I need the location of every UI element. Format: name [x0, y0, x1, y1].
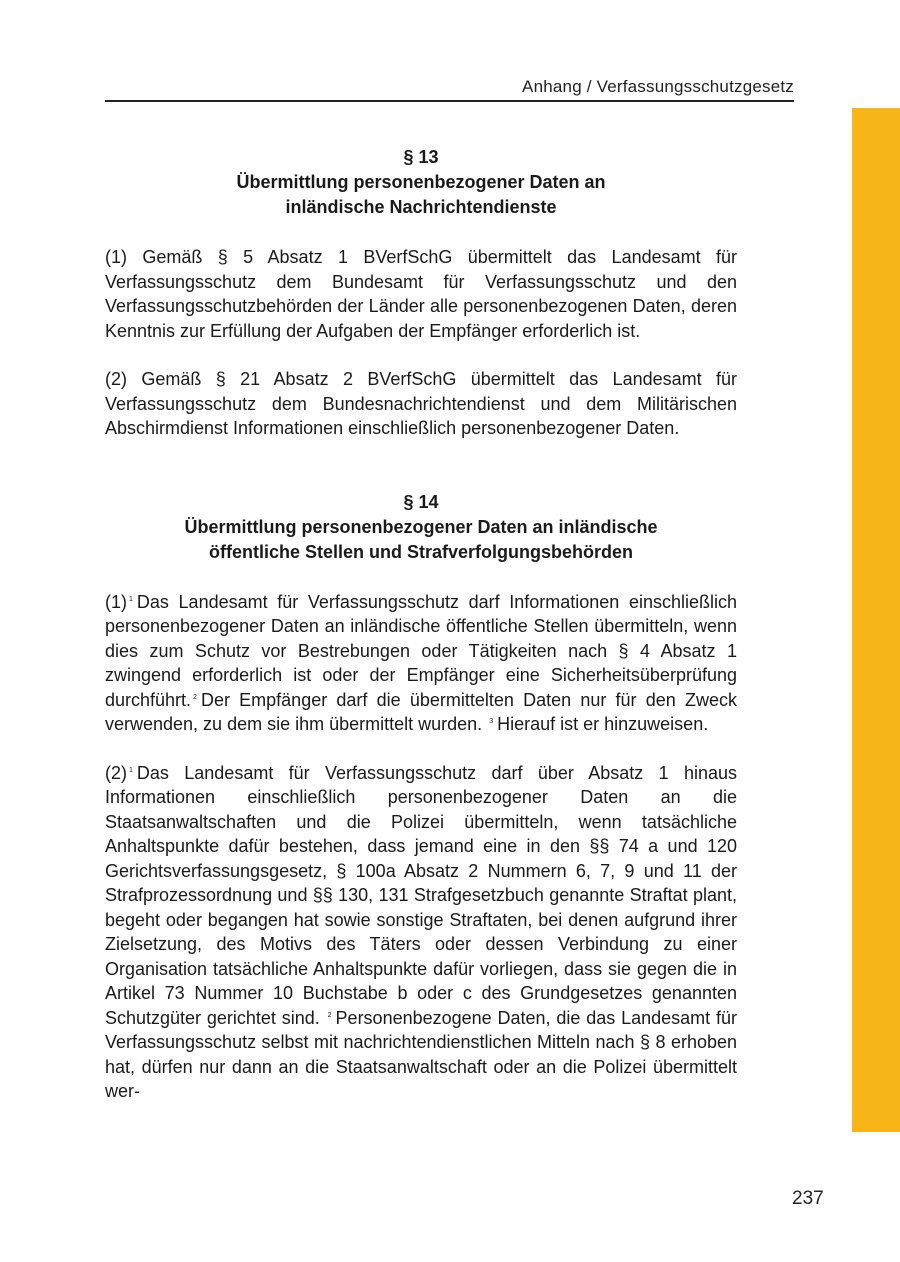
sentence-number: 1	[129, 595, 133, 603]
sentence-number: 1	[129, 766, 133, 774]
sentence-text: Der Empfänger darf die übermittelten Daten nur für den Zweck verwenden, zu dem sie ihm übermittelt wurden.	[105, 689, 737, 734]
page-body	[105, 145, 737, 1104]
section-13-title-line-2: inländische Nachrichtendienste	[285, 197, 557, 217]
paragraph-label: (2)	[105, 762, 127, 783]
header-title: Anhang / Verfassungsschutzgesetz	[522, 77, 794, 96]
sentence-number: 3	[489, 718, 494, 725]
section-14-paragraph-2	[105, 761, 737, 1104]
section-13-number: § 13	[403, 147, 439, 167]
section-13-paragraph-1: (1) Gemäß § 5 Absatz 1 BVerfSchG übermittelt das Landesamt für Verfassungsschutz dem Bundesamt für Verfassungsschutz und den Verfassungsschutzbehörden der Länder alle personenbezogenen Daten, deren Kenntnis zur Erfüllung der Aufgaben der Empfänger erforderlich ist.	[105, 247, 737, 341]
section-14-title-line-2: öffentliche Stellen und Strafverfolgungsbehörden	[208, 541, 634, 562]
sentence-number: 2	[193, 693, 197, 701]
section-14-number: § 14	[403, 491, 439, 512]
side-color-tab	[852, 108, 900, 1132]
sentence-text: Das Landesamt für Verfassungsschutz darf über Absatz 1 hinaus Informationen einschließlich personenbezogener Daten an die Staatsanwaltschaften und die Polizei übermitteln, wenn tatsächliche Anhaltspunkte dafür bestehen, dass jemand eine in den §§ 74 a und 120 Gerichtsverfassungsgesetz, § 100a Absatz 2 Nummern 6, 7, 9 und 11 der Strafprozessordnung und §§ 130, 131 Strafgesetzbuch genannte Straftat plant, begeht oder begangen hat sowie sonstige Straftaten, bei denen aufgrund ihrer Zielsetzung, des Motivs des Täters oder dessen Verbindung zu einer Organisation tatsächliche Anhaltspunkte dafür vorliegen, dass sie gegen die in Artikel 73 Nummer 10 Buchstabe b oder c des Grundgesetzes genannten Schutzgüter gerichtet sind.	[105, 762, 737, 1028]
sentence-number: 2	[327, 1011, 332, 1019]
page-number: 237	[792, 1188, 824, 1209]
sentence-text: Hierauf ist er hinzuweisen.	[497, 714, 709, 734]
sentence-text: Das Landesamt für Verfassungsschutz darf Informationen einschließlich personenbezogener Daten an inländische öffentliche Stellen übermitteln, wenn dies zum Schutz vor Bestrebungen oder Tätigkeiten nach § 4 Absatz 1 zwingend erforderlich ist oder der Empfänger eine Sicherheitsüberprüfung durchführt.	[105, 591, 737, 710]
sentence-text: Personenbezogene Daten, die das Landesamt für Verfassungsschutz selbst mit nachrichtendienstlichen Mitteln nach § 8 erhoben hat, dürfen nur dann an die Staatsanwaltschaft oder an die Polizei übermittelt wer-	[105, 1007, 737, 1101]
section-13-paragraph-2: (2) Gemäß § 21 Absatz 2 BVerfSchG übermittelt das Landesamt für Verfassungsschutz dem Bundesnachrichtendienst und dem Militärischen Abschirmdienst Informationen einschließlich personenbezogener Daten.	[105, 369, 737, 438]
section-14-heading	[105, 490, 737, 565]
running-header	[105, 76, 794, 102]
paragraph-label: (1)	[105, 591, 127, 612]
section-14-title-line-1: Übermittlung personenbezogener Daten an inländische	[184, 516, 658, 537]
section-14-paragraph-1	[105, 590, 737, 737]
section-13-heading	[105, 145, 737, 220]
section-13-title-line-1: Übermittlung personenbezogener Daten an	[236, 172, 606, 192]
